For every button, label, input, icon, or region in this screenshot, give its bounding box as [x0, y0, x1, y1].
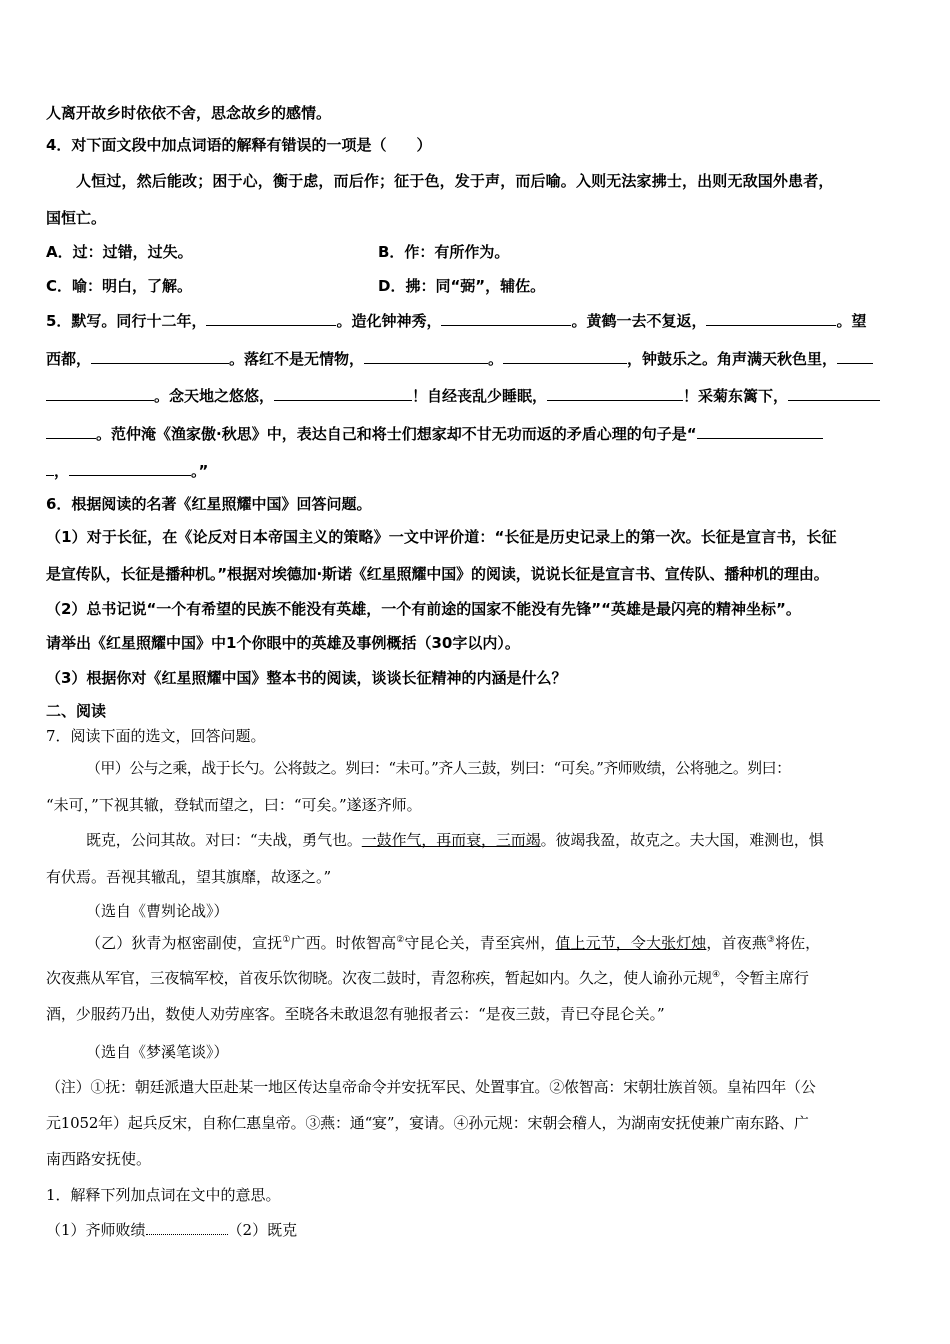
sub-question-stem: 1．解释下列加点词在文中的意思。: [46, 1186, 281, 1204]
question-6-part3: （3）根据你对《红星照耀中国》整本书的阅读，谈谈长征精神的内涵是什么？: [46, 669, 567, 687]
answer-blank[interactable]: [441, 310, 571, 326]
question-5-line: [46, 385, 880, 406]
question-6-part1: （1）对于长征，在《论反对日本帝国主义的策略》一文中评价道：“长征是历史记录上的第一次。长征是宣言书，长征: [46, 528, 837, 546]
question-4-passage: 国恒亡。: [46, 209, 107, 227]
answer-blank[interactable]: [697, 423, 823, 439]
text: （2）既克: [227, 1221, 298, 1239]
answer-blank[interactable]: [503, 348, 627, 364]
passage-jia: [86, 830, 824, 850]
passage-yi: [86, 933, 820, 953]
question-5-line: [46, 310, 867, 331]
option-d: D．拂：同“弼”，辅佐。: [378, 277, 546, 295]
text: 。”: [191, 462, 209, 480]
answer-blank[interactable]: [46, 423, 96, 439]
text: （乙）狄青为枢密副使，宣抚: [86, 934, 283, 952]
text-line: 人离开故乡时依依不舍，思念故乡的感情。: [46, 104, 332, 122]
answer-blank[interactable]: [788, 385, 880, 401]
text: 既克，公问其故。对曰：“夫战，勇气也。: [86, 831, 362, 849]
option-a: A．过：过错，过失。: [46, 243, 193, 261]
text: 将佐，: [774, 934, 821, 952]
question-6-part2: 请举出《红星照耀中国》中1个你眼中的英雄及事例概括（30字以内）。: [46, 634, 520, 652]
text: （1）齐师败绩: [46, 1221, 146, 1239]
question-5-line: [46, 348, 873, 369]
answer-blank[interactable]: [91, 348, 229, 364]
text: 。: [488, 350, 504, 368]
source-note: （选自《梦溪笔谈》）: [86, 1043, 229, 1061]
passage-yi: 酒，少服药乃出，数使人劝劳座客。至晓各未敢退忽有驰报者云：“是夜三鼓，青已夺昆仑关。”: [46, 1005, 665, 1023]
answer-blank[interactable]: [146, 1219, 228, 1235]
footnote-mark: ③: [766, 935, 775, 945]
text: ！自经丧乱少睡眠，: [412, 387, 548, 405]
passage-jia: （甲）公与之乘，战于长勺。公将鼓之。刿曰：“未可。”齐人三鼓，刿曰：“可矣。”齐师败绩，公将驰之。刿曰：: [86, 759, 791, 777]
text: ！采菊东篱下，: [683, 387, 789, 405]
footnote-mark: ④: [712, 970, 720, 980]
footnote: 南西路安抚使。: [46, 1150, 152, 1168]
footnote: （注）①抚：朝廷派遣大臣赴某一地区传达皇帝命令并安抚军民、处置事宜。②侬智高：宋朝壮族首领。皇祐四年（公: [46, 1078, 816, 1096]
answer-blank[interactable]: [547, 385, 683, 401]
text: 5．默写。同行十二年，: [46, 312, 207, 330]
passage-yi: [46, 968, 809, 988]
answer-blank[interactable]: [206, 310, 336, 326]
text: ，钟鼓乐之。角声满天秋色里，: [627, 350, 838, 368]
passage-jia: “未可，”下视其辙，登轼而望之，曰：“可矣。”遂逐齐师。: [46, 796, 422, 814]
text: 。黄鹤一去不复返，: [571, 312, 707, 330]
text: ，首夜燕: [706, 934, 767, 952]
footnote-mark: ①: [282, 935, 291, 945]
text: 。念天地之悠悠，: [154, 387, 275, 405]
answer-blank[interactable]: [364, 348, 488, 364]
answer-blank[interactable]: [69, 460, 191, 476]
sub-question: [46, 1219, 297, 1240]
question-4-stem: 4．对下面文段中加点词语的解释有错误的一项是（ ）: [46, 136, 432, 154]
text: 西都，: [46, 350, 92, 368]
text: 守昆仑关，青至宾州，: [404, 934, 556, 952]
text: ，令暂主席行: [719, 969, 809, 987]
question-7-stem: 7．阅读下面的选文，回答问题。: [46, 727, 266, 745]
text: 。范仲淹《渔家傲·秋思》中，表达自己和将士们想家却不甘无功而返的矛盾心理的句子是“: [96, 425, 697, 443]
text: 。落红不是无情物，: [229, 350, 365, 368]
question-6-part1: 是宣传队，长征是播种机。”根据对埃德加·斯诺《红星照耀中国》的阅读，说说长征是宣言书、宣传队、播种机的理由。: [46, 565, 829, 583]
section-heading: 二、阅读: [46, 702, 107, 720]
answer-blank[interactable]: [274, 385, 412, 401]
footnote: 元1052年）起兵反宋，自称仁惠皇帝。③燕：通“宴”，宴请。④孙元规：宋朝会稽人，为湖南安抚使兼广南东路、广: [46, 1114, 809, 1132]
answer-blank[interactable]: [706, 310, 836, 326]
option-c: C．喻：明白，了解。: [46, 277, 193, 295]
option-b: B．作：有所作为。: [378, 243, 510, 261]
answer-blank[interactable]: [46, 460, 54, 476]
text: 。造化钟神秀，: [336, 312, 442, 330]
passage-jia: 有伏焉。吾视其辙乱，望其旗靡，故逐之。”: [46, 868, 332, 886]
answer-blank[interactable]: [837, 348, 873, 364]
question-5-line: [46, 460, 208, 481]
underlined-sentence: 一鼓作气，再而衰，三而竭: [361, 831, 541, 849]
text: 次夜燕从军官，三夜犒军校，首夜乐饮彻晓。次夜二鼓时，青忽称疾，暂起如内。久之，使人谕孙元规: [46, 969, 713, 987]
text: 广西。时侬智高: [290, 934, 397, 952]
text: ，: [54, 462, 70, 480]
footnote-mark: ②: [396, 935, 405, 945]
question-4-passage: 人恒过，然后能改；困于心，衡于虑，而后作；征于色，发于声，而后喻。入则无法家拂士，出则无敌国外患者，: [76, 172, 834, 190]
question-6-part2: （2）总书记说“一个有希望的民族不能没有英雄，一个有前途的国家不能没有先锋”“英雄是最闪亮的精神坐标”。: [46, 600, 801, 618]
underlined-sentence: 值上元节，令大张灯烛: [555, 934, 707, 952]
question-5-line: [46, 423, 823, 444]
text: 。望: [836, 312, 867, 330]
text: 。彼竭我盈，故克之。夫大国，难测也，惧: [540, 831, 824, 849]
source-note: （选自《曹刿论战》）: [86, 902, 229, 920]
question-6-stem: 6．根据阅读的名著《红星照耀中国》回答问题。: [46, 495, 372, 513]
answer-blank[interactable]: [46, 385, 154, 401]
